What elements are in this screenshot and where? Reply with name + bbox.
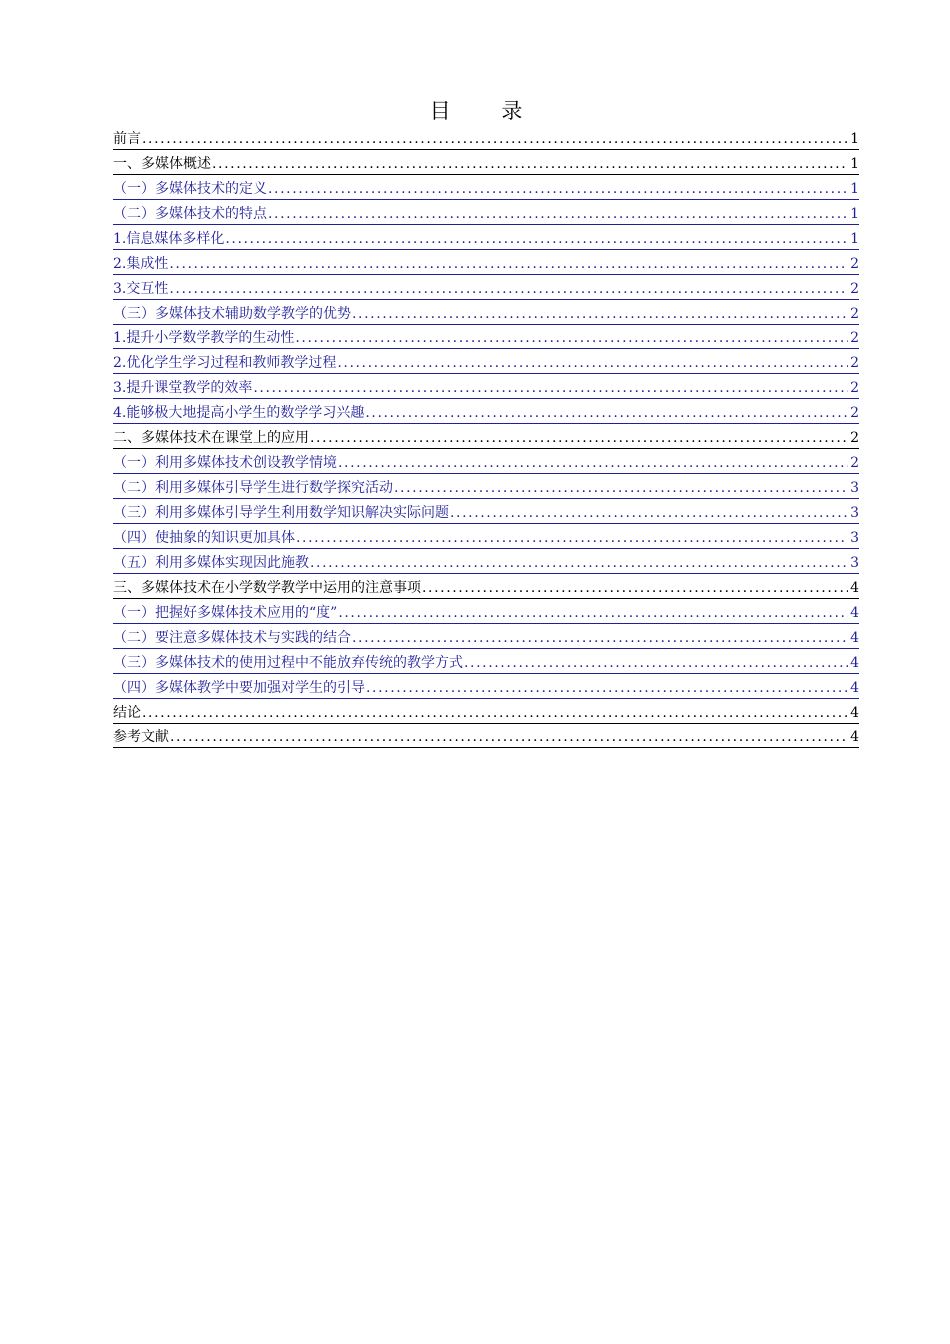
toc-title: 目 录 [429,99,545,123]
toc-entry[interactable] [113,549,859,574]
toc-entry[interactable] [113,250,859,275]
toc-entry-leader [352,305,848,323]
toc-entry[interactable] [113,424,859,449]
toc-entry-leader [338,454,848,472]
toc-entry-label: （二）利用多媒体引导学生进行数学探究活动 [113,480,393,497]
toc-entry-leader [295,329,848,347]
toc-entry-label: 3.提升课堂教学的效率 [113,380,253,397]
toc-entry-page: 2 [850,255,859,272]
toc-entry[interactable] [113,624,859,649]
toc-entry-label: 参考文献 [113,729,169,746]
toc-entry[interactable] [113,374,859,399]
toc-entry-page: 1 [850,180,859,197]
toc-entry[interactable] [113,325,859,350]
toc-entry-page: 3 [850,505,859,521]
toc-entry-label: 4.能够极大地提高小学生的数学学习兴趣 [113,405,365,422]
toc-entry-leader [268,205,848,223]
toc-entry[interactable] [113,649,859,674]
toc-entry-page: 1 [850,230,859,247]
toc-entry-label: 3.交互性 [113,280,169,297]
toc-entry-label: （三）利用多媒体引导学生利用数学知识解决实际问题 [113,505,449,521]
toc-entry-leader [337,354,848,372]
toc-entry[interactable] [113,699,859,724]
toc-entry-leader [225,230,848,248]
toc-entry-page: 3 [850,480,859,497]
toc-entry[interactable] [113,474,859,499]
toc-entry[interactable] [113,349,859,374]
toc-entry-page: 2 [850,405,859,422]
toc-entry-page: 2 [850,430,859,447]
toc-entry-label: （三）多媒体技术的使用过程中不能放弃传统的教学方式 [113,654,463,671]
toc-entry-page: 2 [850,355,859,372]
toc-entry-page: 2 [850,330,859,347]
toc-entry-page: 1 [850,155,859,172]
toc-entry[interactable] [113,399,859,424]
toc-entry[interactable] [113,200,859,225]
toc-entry-label: 1.信息媒体多样化 [113,230,225,247]
toc-entry-label: 二、多媒体技术在课堂上的应用 [113,430,309,447]
toc-entry-leader [268,180,848,198]
toc-entry[interactable] [113,175,859,200]
toc-entry-page: 4 [850,579,859,596]
toc-entry-leader [366,679,848,697]
toc-entry-leader [365,404,848,422]
toc-entry-leader [169,255,848,273]
toc-entry[interactable] [113,574,859,599]
toc-entry-page: 4 [850,629,859,646]
toc-entry-label: （二）多媒体技术的特点 [113,205,267,222]
toc-entry-page: 4 [850,654,859,671]
toc-entry-leader [142,704,848,722]
toc-entry-label: （一）利用多媒体技术创设教学情境 [113,455,337,472]
toc-entry-page: 2 [850,455,859,472]
toc-entry-page: 2 [850,305,859,322]
toc-entry[interactable] [113,225,859,250]
toc-entry-label: 一、多媒体概述 [113,155,211,172]
toc-entry-leader [464,654,848,672]
toc-entry-page: 3 [850,529,859,546]
toc-entry-leader [170,728,848,746]
toc-entry-leader [142,130,848,148]
toc-entry-page: 4 [850,604,859,621]
toc-entry-label: 2.集成性 [113,255,169,272]
toc-entry-leader [338,604,848,622]
toc-entry-label: （一）把握好多媒体技术应用的“度” [113,604,338,621]
toc-entry-leader [212,155,848,173]
toc-entry-leader [169,280,848,298]
toc-entry-label: （三）多媒体技术辅助数学教学的优势 [113,305,351,322]
toc-entry-label: （四）多媒体教学中要加强对学生的引导 [113,679,365,696]
toc-entry[interactable] [113,524,859,549]
toc-entry[interactable] [113,724,859,749]
toc-entry-page: 4 [850,679,859,696]
toc-entry[interactable] [113,599,859,624]
toc-entry-label: 前言 [113,130,141,147]
toc-entry-leader [310,554,848,572]
toc-entry[interactable] [113,300,859,325]
toc-entry-label: （一）多媒体技术的定义 [113,180,267,197]
toc-entry[interactable] [113,150,859,175]
toc-list [113,125,859,748]
toc-entry[interactable] [113,674,859,699]
toc-entry-leader [394,479,848,497]
toc-entry-page: 1 [850,130,859,147]
toc-entry[interactable] [113,125,859,150]
toc-entry-label: （二）要注意多媒体技术与实践的结合 [113,629,351,646]
toc-entry-page: 3 [850,554,859,571]
toc-entry[interactable] [113,499,859,524]
toc-entry-leader [310,429,848,447]
toc-entry-page: 2 [850,280,859,297]
toc-entry-label: 三、多媒体技术在小学数学教学中运用的注意事项 [113,579,421,596]
toc-entry-label: 1.提升小学数学教学的生动性 [113,330,295,347]
toc-entry[interactable] [113,275,859,300]
toc-entry-leader [422,579,848,597]
toc-entry-page: 1 [850,205,859,222]
toc-entry-page: 2 [850,380,859,397]
toc-entry[interactable] [113,449,859,474]
toc-entry-page: 4 [850,704,859,721]
toc-entry-leader [296,529,848,547]
toc-entry-label: 2.优化学生学习过程和教师教学过程 [113,355,337,372]
toc-entry-page: 4 [850,729,859,746]
toc-entry-leader [450,504,848,522]
toc-entry-label: （五）利用多媒体实现因此施教 [113,554,309,571]
toc-entry-label: （四）使抽象的知识更加具体 [113,529,295,546]
toc-entry-leader [352,629,848,647]
toc-entry-leader [253,379,848,397]
toc-entry-label: 结论 [113,704,141,721]
